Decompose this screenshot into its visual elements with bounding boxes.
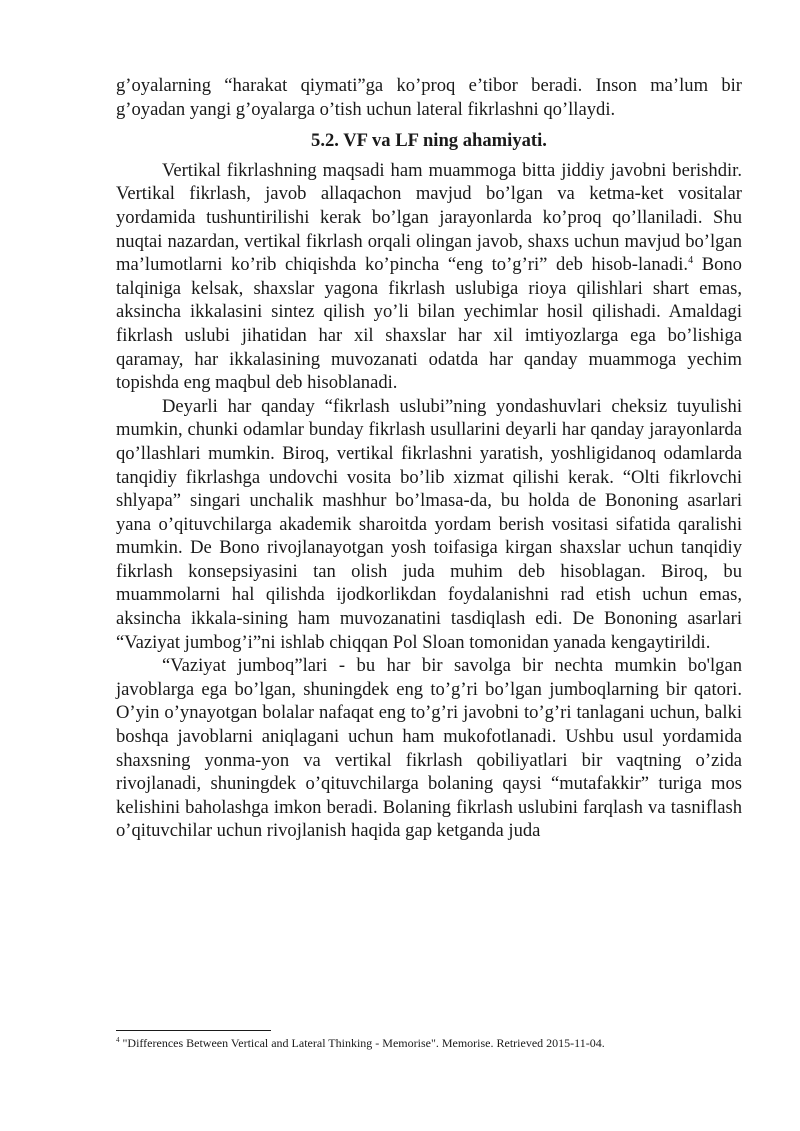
footnote-text: "Differences Between Vertical and Lateral Thinking - Memorise". Memorise. Retrieved 2015-11-04.	[119, 1036, 605, 1050]
paragraph-3: “Vaziyat jumboq”lari - bu har bir savolga bir nechta mumkin bo'lgan javoblarga ega bo’lgan, shuningdek eng to’g’ri bo’lgan jumboqlarning bir qatori. O’yin o’ynayotgan bolalar nafaqat eng to’g’ri javobni to’g’ri tanlagani uchun, balki boshqa javoblarni aniqlagani uchun ham mukofotlanadi. Ushbu usul yordamida shaxsning yonma-yon va vertikal fikrlash qobiliyatlari bir vaqtning o’zida rivojlanadi, shuningdek o’qituvchilarga bolaning qaysi “mutafakkir” turiga mos kelishini baholashga imkon beradi. Bolaning fikrlash uslubini farqlash va tasniflash o’qituvchilar uchun rivojlanish haqida gap ketganda juda	[116, 655, 742, 842]
page-body	[116, 74, 742, 843]
footnote-separator	[116, 1030, 271, 1031]
paragraph-continued: g’oyalarning “harakat qiymati”ga ko’proq e’tibor beradi. Inson ma’lum bir g’oyadan yangi g’oyalarga o’tish uchun lateral fikrlashni qo’llaydi.	[116, 75, 742, 120]
paragraph-1	[116, 159, 742, 395]
paragraph-1-part-a: Vertikal fikrlashning maqsadi ham muammoga bitta jiddiy javobni berishdir. Vertikal fikrlash, javob allaqachon mavjud bo’lgan va ketma-ket vositalar yordamida tushuntirilishi kerak bo’lgan jarayonlarda ko’proq qo’llaniladi. Shu nuqtai nazardan, vertikal fikrlash orqali olingan javob, shaxs uchun mavjud bo’lgan ma’lumotlarni ko’rib chiqishda ko’pincha “eng to’g’ri” deb hisob-lanadi.	[116, 159, 742, 276]
footnote-reference[interactable]: 4	[688, 254, 694, 266]
section-heading: 5.2. VF va LF ning ahamiyati.	[311, 130, 547, 152]
footnote	[116, 1036, 756, 1051]
paragraph-2: Deyarli har qanday “fikrlash uslubi”ning yondashuvlari cheksiz tuyulishi mumkin, chunki odamlar bunday fikrlash usullarini deyarli har qanday jarayonlarda qo’llashlari mumkin. Biroq, vertikal fikrlashni yaratish, yoshligidanoq odamlarda tanqidiy fikrlashga undovchi vosita bo’lib xizmat qilishi kerak. “Olti fikrlovchi shlyapa” singari unchalik mashhur bo’lmasa-da, bu holda de Bononing asarlari yana o’qituvchilarga akademik sharoitda yordam berish vositasi sifatida qaralishi mumkin. De Bono rivojlanayotgan yosh toifasiga kirgan shaxslar uchun tanqidiy fikrlash konsepsiyasini tan olish juda muhim deb hisoblagan. Biroq, bu muammolarni hal qilishda ijodkorlikdan foydalanishni rad etish uchun emas, aksincha ikkala-sining ham muvozanatini tasdiqlash edi. De Bononing asarlari “Vaziyat jumbog’i”ni ishlab chiqqan Pol Sloan tomonidan yanada kengaytirildi.	[116, 395, 742, 653]
paragraph-1-part-b: Bono talqiniga kelsak, shaxslar yagona fikrlash uslubiga rioya qilishlari shart emas, aksincha ikkalasini sintez qilish yo’li bilan yechimlar hosil qilishadi. Amaldagi fikrlash uslubi jihatidan har xil shaxslar har xil imtiyozlarga ega bo’lishiga qaramay, har ikkalasining muvozanati odatda har qanday muammoga yechim topishda eng maqbul deb hisoblanadi.	[116, 254, 742, 394]
footnote-marker: 4	[116, 1036, 120, 1044]
